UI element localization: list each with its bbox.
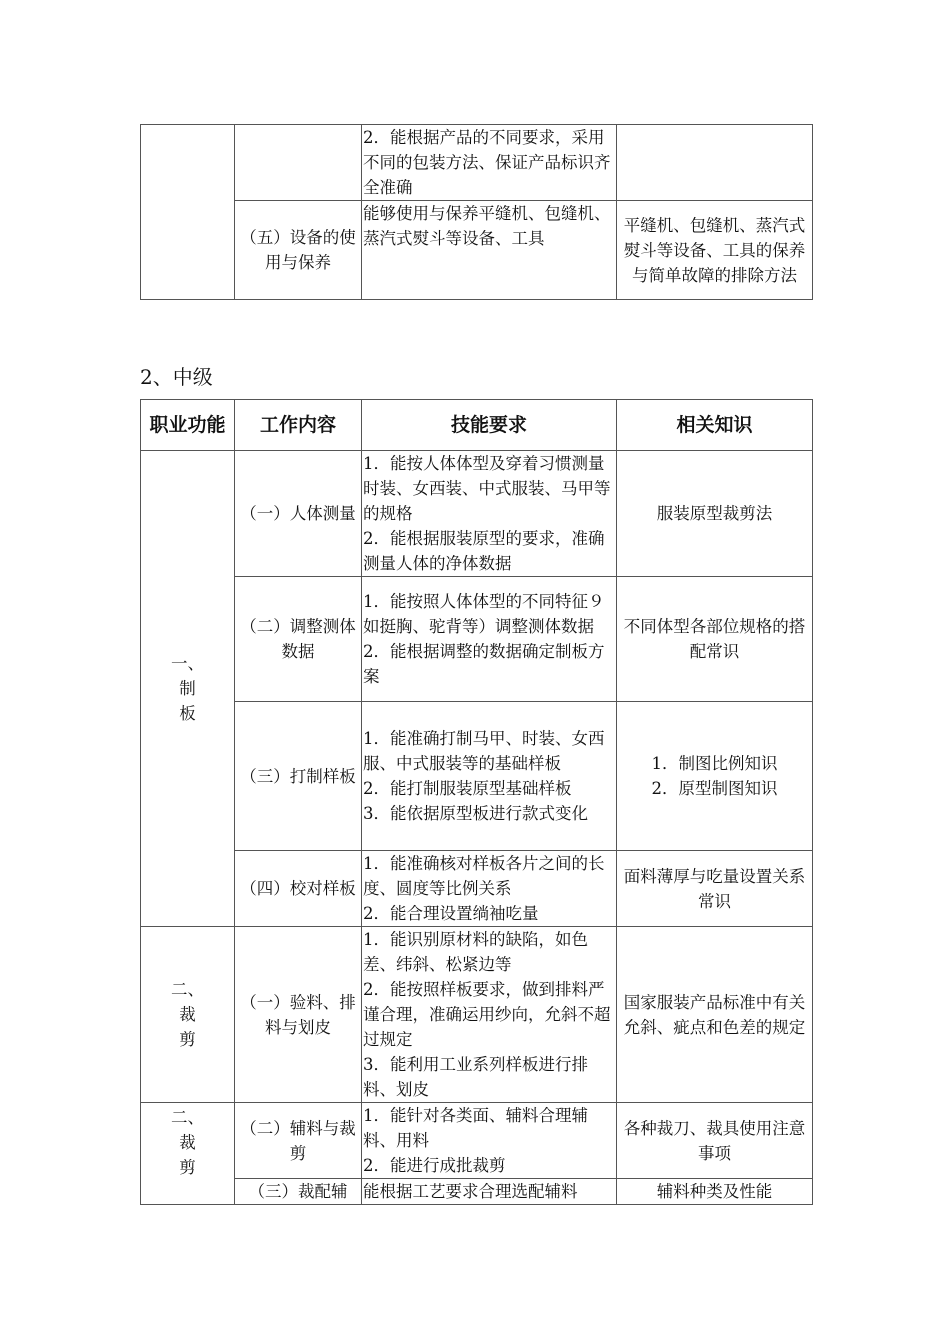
table-row bbox=[141, 927, 813, 1103]
func-cell: 二、 裁 剪 bbox=[141, 927, 235, 1103]
section-heading: 2、中级 bbox=[140, 365, 213, 389]
skill-cell: 1．能按人体体型及穿着习惯测量时装、女西装、中式服装、马甲等的规格 2．能根据服装原型的要求，准确测量人体的净体数据 bbox=[362, 451, 617, 577]
table-header-row bbox=[141, 400, 813, 451]
header-skill: 技能要求 bbox=[362, 400, 617, 451]
table-row bbox=[141, 1103, 813, 1179]
top-table bbox=[140, 124, 813, 300]
table-row bbox=[141, 702, 813, 851]
knowledge-cell: 服装原型裁剪法 bbox=[617, 451, 813, 577]
knowledge-cell: 各种裁刀、裁具使用注意事项 bbox=[617, 1103, 813, 1179]
knowledge-cell: 平缝机、包缝机、蒸汽式熨斗等设备、工具的保养与简单故障的排除方法 bbox=[617, 201, 813, 300]
knowledge-cell: 辅料种类及性能 bbox=[617, 1179, 813, 1205]
knowledge-cell: 不同体型各部位规格的搭配常识 bbox=[617, 577, 813, 702]
skill-line: 2．能根据产品的不同要求，采用不同的包装方法、保证产品标识齐全准确 bbox=[363, 128, 611, 197]
skill-cell bbox=[362, 125, 617, 201]
content-cell: （五）设备的使用与保养 bbox=[235, 201, 362, 300]
skill-cell: 1．能准确核对样板各片之间的长度、圆度等比例关系 2．能合理设置绱袖吃量 bbox=[362, 851, 617, 927]
func-cell: 一、 制 板 bbox=[141, 451, 235, 927]
knowledge-cell bbox=[617, 125, 813, 201]
skill-cell: 能根据工艺要求合理选配辅料 bbox=[362, 1179, 617, 1205]
table-row bbox=[141, 577, 813, 702]
func-cell: 二、 裁 剪 bbox=[141, 1103, 235, 1205]
skill-line: 能够使用与保养平缝机、包缝机、蒸汽式熨斗等设备、工具 bbox=[363, 204, 611, 248]
knowledge-cell: 面料薄厚与吃量设置关系常识 bbox=[617, 851, 813, 927]
knowledge-cell: 国家服装产品标准中有关允斜、疵点和色差的规定 bbox=[617, 927, 813, 1103]
table-row bbox=[141, 851, 813, 927]
skill-cell: 1．能按照人体体型的不同特征９如挺胸、驼背等）调整测体数据 2．能根据调整的数据确定制板方案 bbox=[362, 577, 617, 702]
content-cell: （一）人体测量 bbox=[235, 451, 362, 577]
content-cell: （二）调整测体数据 bbox=[235, 577, 362, 702]
skill-cell: 1．能准确打制马甲、时装、女西服、中式服装等的基础样板 2．能打制服装原型基础样板 3．能依据原型板进行款式变化 bbox=[362, 702, 617, 851]
table-row bbox=[141, 451, 813, 577]
func-cell bbox=[141, 125, 235, 300]
skill-cell: 1．能针对各类面、辅料合理辅料、用料 2．能进行成批裁剪 bbox=[362, 1103, 617, 1179]
skill-cell bbox=[362, 201, 617, 300]
header-content: 工作内容 bbox=[235, 400, 362, 451]
table-row bbox=[141, 1179, 813, 1205]
content-cell: （一）验料、排料与划皮 bbox=[235, 927, 362, 1103]
content-cell: （二）辅料与裁剪 bbox=[235, 1103, 362, 1179]
content-cell bbox=[235, 125, 362, 201]
content-cell: （三）裁配辅 bbox=[235, 1179, 362, 1205]
skill-cell: 1．能识别原材料的缺陷，如色差、纬斜、松紧边等 2．能按照样板要求，做到排料严谨合理，准确运用纱向，允斜不超过规定 3．能利用工业系列样板进行排料、划皮 bbox=[362, 927, 617, 1103]
knowledge-cell: 1．制图比例知识 2．原型制图知识 bbox=[617, 702, 813, 851]
skills-table bbox=[140, 399, 813, 1205]
content-cell: （三）打制样板 bbox=[235, 702, 362, 851]
header-knowledge: 相关知识 bbox=[617, 400, 813, 451]
content-cell: （四）校对样板 bbox=[235, 851, 362, 927]
header-func: 职业功能 bbox=[141, 400, 235, 451]
